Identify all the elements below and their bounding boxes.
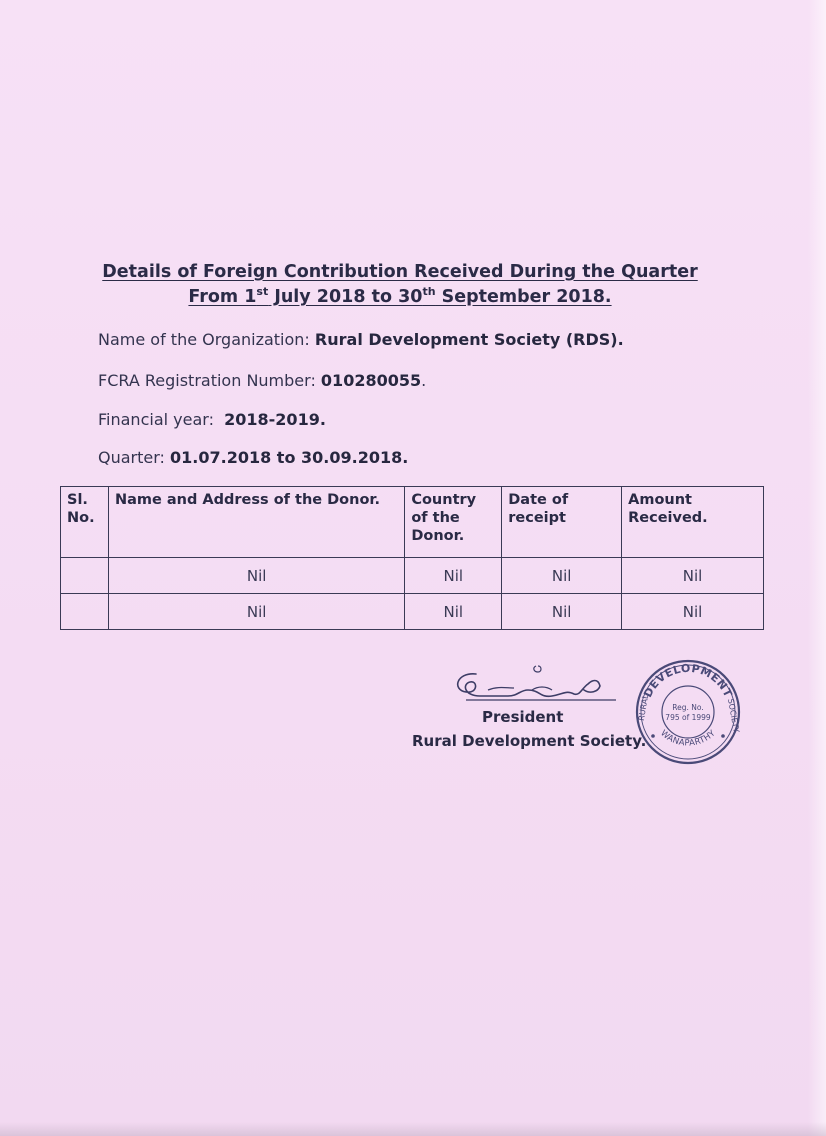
organization-value: Rural Development Society (RDS). <box>314 330 624 349</box>
fcra-label: FCRA Registration Number: <box>98 371 316 390</box>
cell-amount: Nil <box>622 594 764 630</box>
cell-donor: Nil <box>108 594 404 630</box>
quarter-value: 01.07.2018 to 30.09.2018. <box>170 448 409 467</box>
cell-date: Nil <box>502 558 622 594</box>
cell-sl <box>61 594 109 630</box>
title-end: September 2018. <box>435 287 612 307</box>
cell-donor: Nil <box>108 558 404 594</box>
seal-bottom-text: WANAPARTHY <box>658 728 718 749</box>
seal-top-text: DEVELOPMENT <box>641 661 735 700</box>
seal-left-text: RURAL <box>636 693 651 722</box>
page-edge-shadow <box>808 0 826 1136</box>
seal-right-text: SOCIETY <box>726 697 741 734</box>
header-sl-no: Sl. No. <box>61 487 109 558</box>
financial-year-field <box>98 410 326 429</box>
title-from-prefix: From 1 <box>188 287 257 307</box>
quarter-label: Quarter: <box>98 448 165 467</box>
cell-amount: Nil <box>622 558 764 594</box>
table-row <box>61 558 764 594</box>
fcra-value: 010280055 <box>320 371 422 390</box>
cell-sl <box>61 558 109 594</box>
cell-country: Nil <box>405 594 502 630</box>
header-date: Date of receipt <box>502 487 622 558</box>
document-title-line1: Details of Foreign Contribution Received During the Quarter <box>102 262 698 282</box>
seal-reg-line2: 795 of 1999 <box>665 713 711 722</box>
signatory-title: President <box>482 708 564 726</box>
seal-reg-line1: Reg. No. <box>672 703 704 712</box>
organization-label: Name of the Organization: <box>98 330 310 349</box>
fcra-field <box>98 371 426 390</box>
svg-text:DEVELOPMENT <box>641 662 735 700</box>
header-country: Country of the Donor. <box>405 487 502 558</box>
organization-field <box>98 330 624 349</box>
cell-country: Nil <box>405 558 502 594</box>
financial-year-value: 2018-2019. <box>224 410 326 429</box>
table-header-row <box>61 487 764 558</box>
document-title-line2 <box>90 285 710 307</box>
financial-year-label: Financial year: <box>98 410 214 429</box>
table-row <box>61 594 764 630</box>
fcra-suffix: . <box>421 371 427 390</box>
header-donor: Name and Address of the Donor. <box>108 487 404 558</box>
header-amount: Amount Received. <box>622 487 764 558</box>
title-sup-st: st <box>256 285 269 298</box>
signatory-organization: Rural Development Society. <box>412 732 647 750</box>
donor-table <box>60 486 764 630</box>
title-sup-th: th <box>422 285 436 298</box>
page-bottom-shadow <box>0 1122 826 1136</box>
cell-date: Nil <box>502 594 622 630</box>
organization-seal <box>634 658 742 766</box>
title-middle: July 2018 to 30 <box>268 287 423 307</box>
president-signature <box>448 660 618 708</box>
quarter-field <box>98 448 408 467</box>
